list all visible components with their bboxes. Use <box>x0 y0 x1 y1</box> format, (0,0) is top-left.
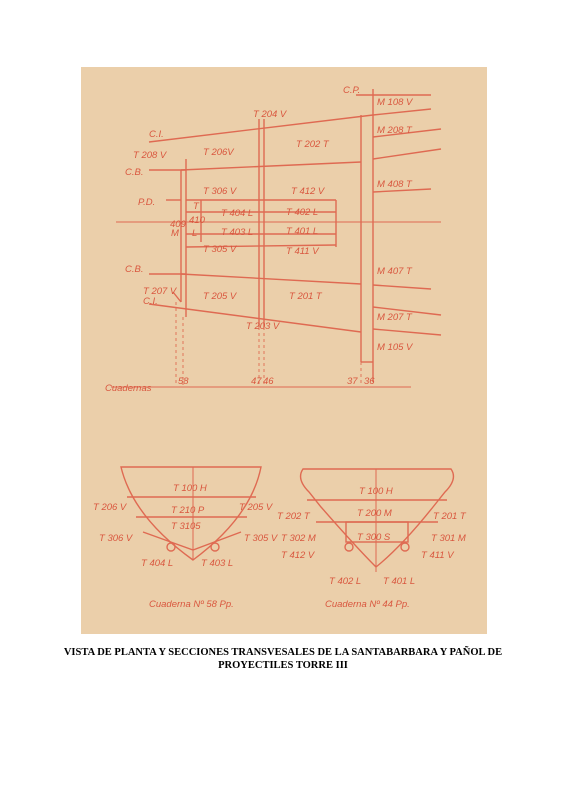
section-label: T 205 V <box>239 502 273 513</box>
section-label: T 305 V <box>244 533 278 544</box>
section-label: T 404 L <box>141 558 174 569</box>
plan-label: T 204 V <box>253 109 287 120</box>
plan-label: T 203 V <box>246 321 280 332</box>
section-label: T 202 T <box>277 511 310 522</box>
plan-label: C.I. <box>149 129 164 140</box>
section-label: T 403 L <box>201 558 234 569</box>
plan-label: L <box>192 228 198 239</box>
section-label: T 3105 <box>171 521 201 532</box>
section-label: T 306 V <box>99 533 133 544</box>
frame-number: 58 <box>178 376 189 387</box>
frame-number: 36 <box>364 376 375 387</box>
section-caption: Cuaderna Nº 58 Pp. <box>149 599 234 610</box>
plan-label: M 407 T <box>377 266 412 277</box>
frame-number: 47 <box>251 376 262 387</box>
section-label: T 412 V <box>281 550 315 561</box>
section-label: T 201 T <box>433 511 466 522</box>
plan-label: T 411 V <box>286 246 319 257</box>
plan-label: 409 <box>170 219 186 230</box>
section-label: T 206 V <box>93 502 127 513</box>
plan-diagram <box>81 67 487 634</box>
plan-label: C.B. <box>125 167 144 178</box>
plan-label: T 404 L <box>221 208 254 219</box>
plan-label: M 207 T <box>377 312 412 323</box>
plan-label: C.I. <box>143 296 158 307</box>
plan-label: T 306 V <box>203 186 237 197</box>
plan-label: T 205 V <box>203 291 237 302</box>
section-label: T 300 S <box>357 532 391 543</box>
plan-label: C.B. <box>125 264 144 275</box>
plan-label: T 202 T <box>296 139 329 150</box>
plan-label: T 201 T <box>289 291 322 302</box>
section-label: T 411 V <box>421 550 454 561</box>
section-label: T 100 H <box>173 483 207 494</box>
plan-label: 410 <box>189 215 205 226</box>
cuadernas-label: Cuadernas <box>105 383 152 394</box>
plan-label: T <box>193 201 199 212</box>
frame-number: 46 <box>263 376 274 387</box>
plan-label: T 206V <box>203 147 234 158</box>
plan-label: T 401 L <box>286 226 319 237</box>
plan-label: T 412 V <box>291 186 325 197</box>
plan-label: C.P. <box>343 85 361 96</box>
drawing-plate <box>81 67 487 634</box>
figure-caption: VISTA DE PLANTA Y SECCIONES TRANSVESALES DE LA SANTABARBARA Y PAÑOL DE PROYECTILES TORRE III <box>63 647 503 671</box>
section-label: T 301 M <box>431 533 466 544</box>
section-label: T 402 L <box>329 576 362 587</box>
plan-label: M <box>171 228 179 239</box>
plan-label: T 207 V <box>143 286 177 297</box>
section-label: T 200 M <box>357 508 392 519</box>
section-caption: Cuaderna Nº 44 Pp. <box>325 599 410 610</box>
section-label: T 401 L <box>383 576 416 587</box>
plan-label: T 403 L <box>221 227 254 238</box>
plan-label: T 305 V <box>203 244 237 255</box>
plan-label: T 402 L <box>286 207 319 218</box>
plan-label: M 208 T <box>377 125 412 136</box>
plan-label: M 108 V <box>377 97 413 108</box>
plan-label: M 105 V <box>377 342 413 353</box>
plan-label: T 208 V <box>133 150 167 161</box>
section-label: T 210 P <box>171 505 205 516</box>
plan-label: M 408 T <box>377 179 412 190</box>
section-label: T 100 H <box>359 486 393 497</box>
frame-number: 37 <box>347 376 358 387</box>
section-label: T 302 M <box>281 533 316 544</box>
plan-label: P.D. <box>138 197 156 208</box>
